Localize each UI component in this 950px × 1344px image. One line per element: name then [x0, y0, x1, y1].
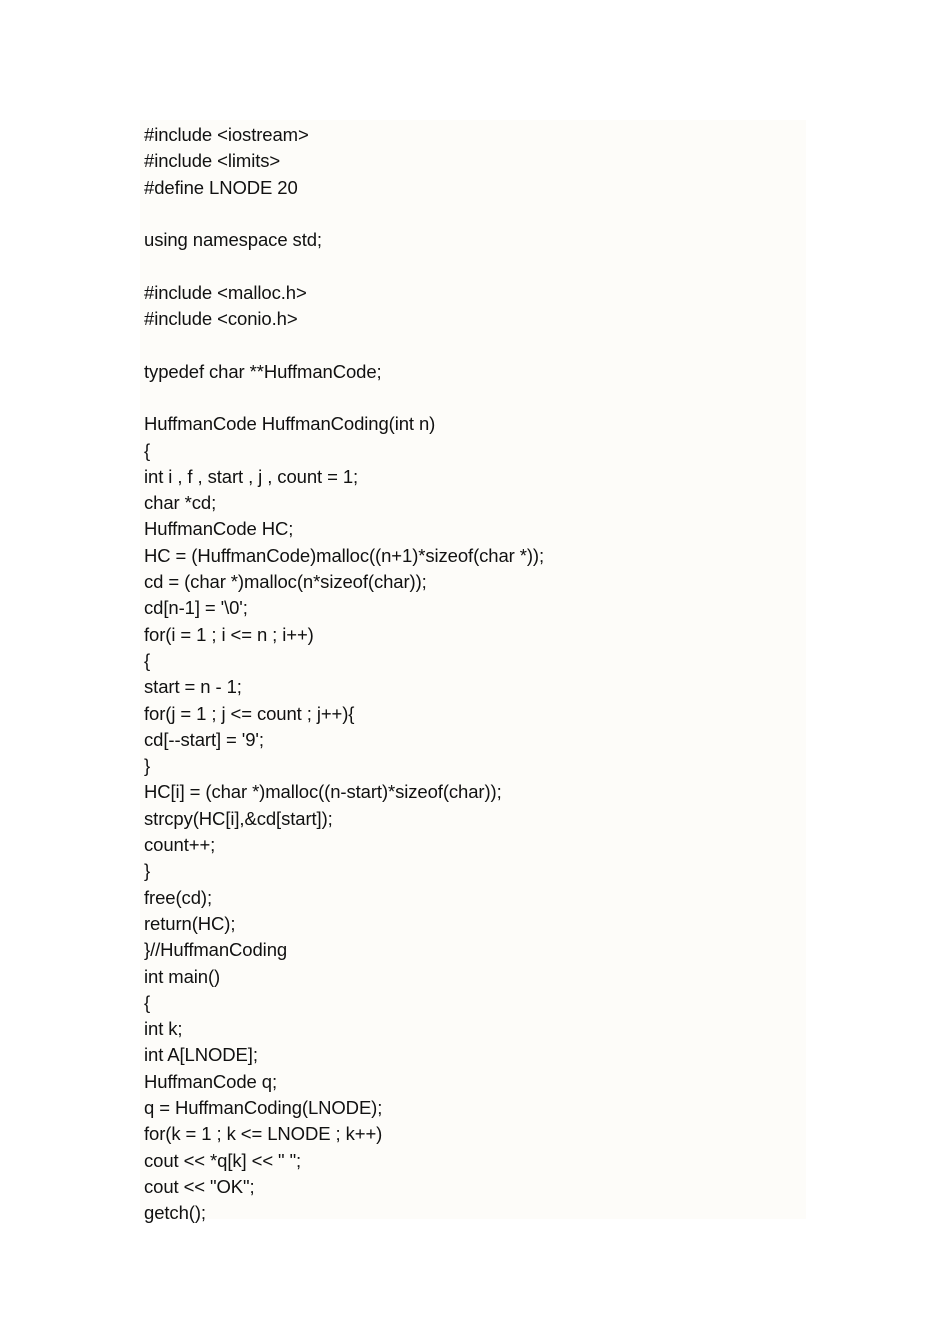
- code-line: }: [144, 860, 151, 882]
- code-line: char *cd;: [144, 492, 217, 514]
- code-line: cout << *q[k] << " ";: [144, 1149, 302, 1171]
- code-line: #include <malloc.h>: [144, 281, 307, 303]
- code-line: HuffmanCode HC;: [144, 518, 294, 540]
- code-line: int A[LNODE];: [144, 1044, 258, 1066]
- code-line: strcpy(HC[i],&cd[start]);: [144, 807, 333, 829]
- code-line: {: [144, 649, 151, 671]
- code-line: cd = (char *)malloc(n*sizeof(char));: [144, 571, 427, 593]
- code-line: HuffmanCode q;: [144, 1070, 277, 1092]
- code-line: [144, 385, 806, 411]
- code-line: {: [144, 439, 151, 461]
- code-line: count++;: [144, 834, 216, 856]
- code-line: #include <iostream>: [144, 124, 309, 145]
- code-line: [144, 253, 806, 279]
- code-line: cout << "OK";: [144, 1175, 255, 1197]
- code-line: #include <limits>: [144, 150, 281, 172]
- code-line: [144, 201, 806, 227]
- code-line: {: [144, 991, 151, 1013]
- code-line: }: [144, 755, 151, 777]
- code-line: #define LNODE 20: [144, 176, 298, 198]
- code-line: int i , f , start , j , count = 1;: [144, 465, 359, 487]
- code-line: for(j = 1 ; j <= count ; j++){: [144, 702, 355, 724]
- code-line: cd[n-1] = '\0';: [144, 597, 248, 619]
- code-line: using namespace std;: [144, 229, 322, 251]
- code-line: int main(): [144, 965, 221, 987]
- code-line: free(cd);: [144, 886, 212, 908]
- code-line: [144, 332, 806, 358]
- code-line: int k;: [144, 1018, 183, 1040]
- code-line: for(i = 1 ; i <= n ; i++): [144, 623, 314, 645]
- code-block: [140, 120, 806, 1224]
- code-line: q = HuffmanCoding(LNODE);: [144, 1096, 383, 1118]
- code-line: typedef char **HuffmanCode;: [144, 360, 382, 382]
- code-line: return(HC);: [144, 912, 236, 934]
- code-line: getch();: [144, 1202, 206, 1224]
- code-line: HC[i] = (char *)malloc((n-start)*sizeof(char));: [144, 781, 502, 803]
- code-line: #include <conio.h>: [144, 308, 298, 330]
- code-line: }//HuffmanCoding: [144, 939, 288, 961]
- code-line: HuffmanCode HuffmanCoding(int n): [144, 413, 436, 435]
- code-line: for(k = 1 ; k <= LNODE ; k++): [144, 1123, 383, 1145]
- code-line: HC = (HuffmanCode)malloc((n+1)*sizeof(char *));: [144, 544, 545, 566]
- code-line: cd[--start] = '9';: [144, 728, 264, 750]
- code-line: start = n - 1;: [144, 676, 242, 698]
